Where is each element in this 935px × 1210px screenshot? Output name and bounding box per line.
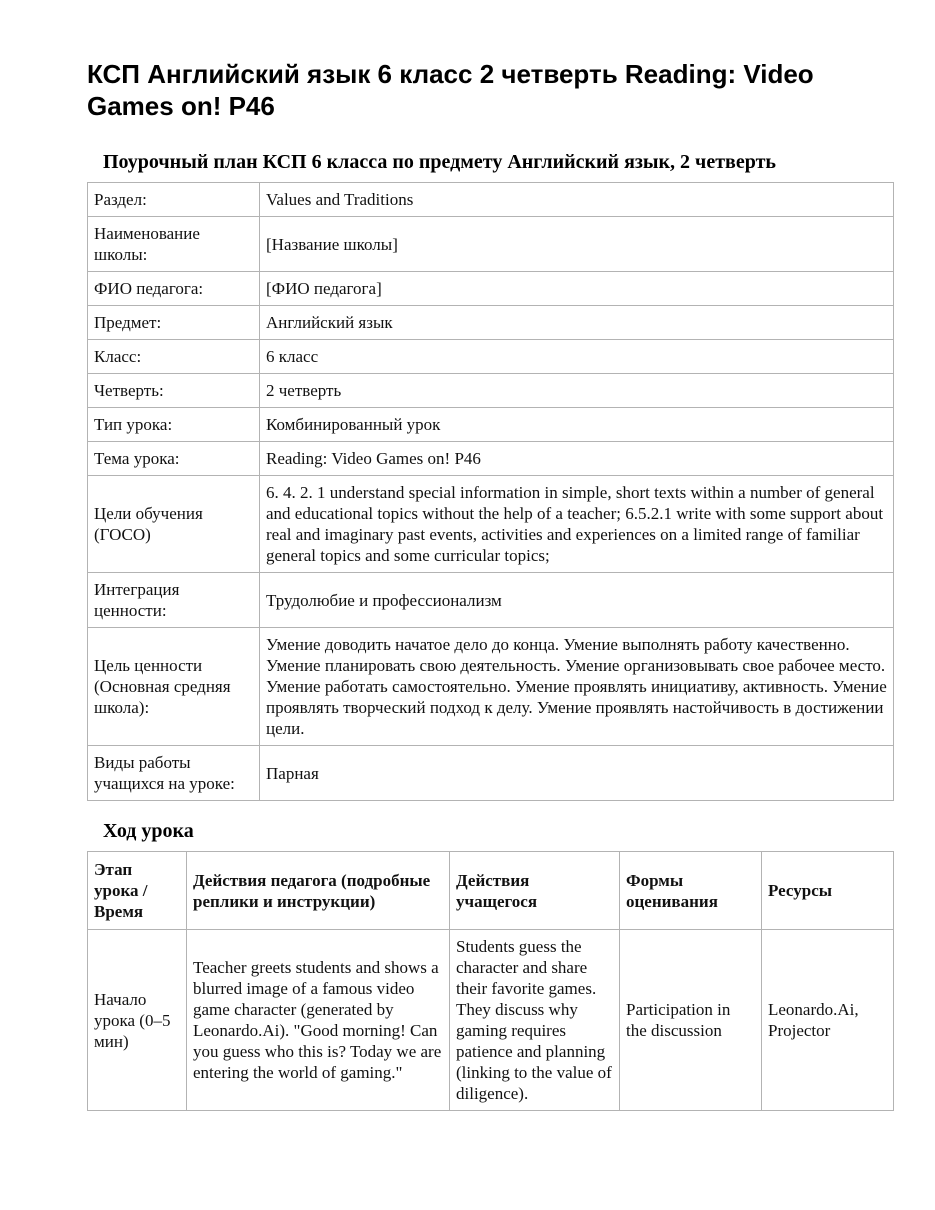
info-value: Трудолюбие и профессионализм	[260, 573, 894, 628]
column-header-teacher-actions: Действия педагога (подробные реплики и инструкции)	[187, 852, 450, 930]
info-row-teacher	[88, 272, 894, 306]
info-row-quarter	[88, 374, 894, 408]
info-label: Наименование школы:	[88, 217, 260, 272]
document-title: КСП Английский язык 6 класс 2 четверть Reading: Video Games on! P46	[87, 59, 814, 121]
info-row-value-integration	[88, 573, 894, 628]
step-resources-cell: Leonardo.Ai, Projector	[762, 930, 894, 1111]
info-row-learning-objectives	[88, 476, 894, 573]
info-label: Четверть:	[88, 374, 260, 408]
info-row-grade	[88, 340, 894, 374]
info-row-subject	[88, 306, 894, 340]
info-value: Комбинированный урок	[260, 408, 894, 442]
document-page	[87, 58, 893, 1111]
lesson-steps-table	[87, 851, 894, 1111]
step-student-cell: Students guess the character and share their favorite games. They discuss why gaming requires patience and planning (linking to the value of diligence).	[450, 930, 620, 1111]
course-heading: Ход урока	[103, 820, 194, 842]
info-value: Английский язык	[260, 306, 894, 340]
info-value: Умение доводить начатое дело до конца. Умение выполнять работу качественно. Умение планировать свою деятельность. Умение организовывать свое рабочее место. Умение работать самостоятельно. Умение проявлять инициативу, активность. Умение проявлять творческий подход к делу. Умение проявлять настойчивость в достижении цели.	[260, 628, 894, 746]
column-header-student-actions: Действия учащегося	[450, 852, 620, 930]
info-label: Цель ценности (Основная средняя школа):	[88, 628, 260, 746]
info-label: Интеграция ценности:	[88, 573, 260, 628]
info-value: Values and Traditions	[260, 183, 894, 217]
info-row-topic	[88, 442, 894, 476]
info-value: Reading: Video Games on! P46	[260, 442, 894, 476]
info-label: Тема урока:	[88, 442, 260, 476]
info-value: 6. 4. 2. 1 understand special information in simple, short texts within a number of general and educational topics without the help of a teacher; 6.5.2.1 write with some support about real and imaginary past events, activities and experiences on a limited range of familiar general topics and some curricular topics;	[260, 476, 894, 573]
step-stage-cell: Начало урока (0–5 мин)	[88, 930, 187, 1111]
info-row-lesson-type	[88, 408, 894, 442]
info-label: ФИО педагога:	[88, 272, 260, 306]
table-row	[88, 930, 894, 1111]
column-header-resources: Ресурсы	[762, 852, 894, 930]
info-value: [Название школы]	[260, 217, 894, 272]
column-header-stage: Этап урока / Время	[88, 852, 187, 930]
step-teacher-cell: Teacher greets students and shows a blurred image of a famous video game character (generated by Leonardo.Ai). "Good morning! Can you guess who this is? Today we are entering the world of gaming."	[187, 930, 450, 1111]
info-value: [ФИО педагога]	[260, 272, 894, 306]
step-assessment-cell: Participation in the discussion	[620, 930, 762, 1111]
info-label: Класс:	[88, 340, 260, 374]
info-row-work-types	[88, 746, 894, 801]
info-value: 2 четверть	[260, 374, 894, 408]
info-value: Парная	[260, 746, 894, 801]
lesson-info-table	[87, 182, 894, 801]
info-row-school	[88, 217, 894, 272]
info-row-section	[88, 183, 894, 217]
info-label: Виды работы учащихся на уроке:	[88, 746, 260, 801]
plan-heading: Поурочный план КСП 6 класса по предмету Английский язык, 2 четверть	[103, 151, 776, 173]
info-label: Тип урока:	[88, 408, 260, 442]
info-label: Раздел:	[88, 183, 260, 217]
info-label: Предмет:	[88, 306, 260, 340]
column-header-assessment: Формы оценивания	[620, 852, 762, 930]
steps-header-row	[88, 852, 894, 930]
info-value: 6 класс	[260, 340, 894, 374]
info-label: Цели обучения (ГОСО)	[88, 476, 260, 573]
info-row-value-goal	[88, 628, 894, 746]
